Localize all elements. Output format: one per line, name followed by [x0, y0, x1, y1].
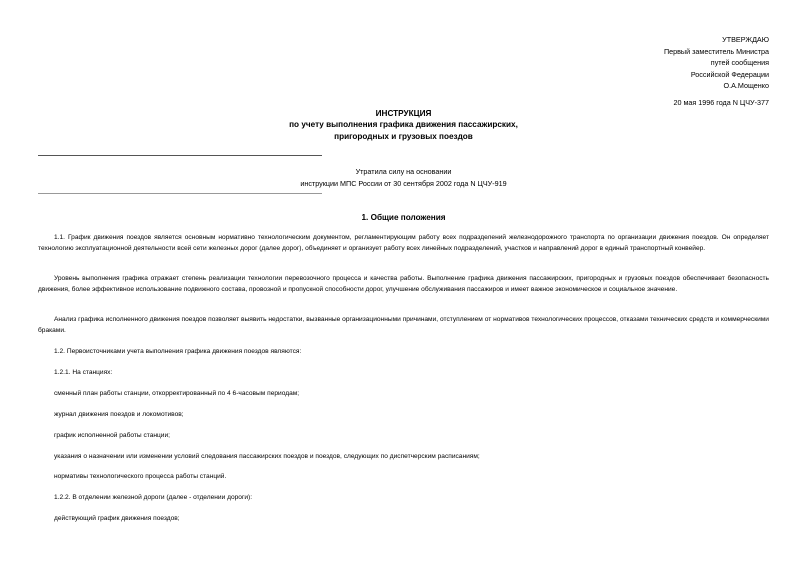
approval-date: 20 мая 1996 года N ЦЧУ-377 [673, 98, 769, 107]
title-line: пригородных и грузовых поездов [334, 131, 473, 141]
document-title [0, 108, 807, 142]
divider [38, 193, 322, 194]
list-line: действующий график движения поездов; [54, 515, 180, 522]
section-heading: 1. Общие положения [361, 213, 446, 222]
approval-block [664, 34, 769, 92]
list-line: сменный план работы станции, откорректированный по 4 6-часовым периодам; [54, 390, 300, 397]
lost-force-line: инструкции МПС России от 30 сентября 2002 года N ЦЧУ-919 [300, 178, 507, 188]
approval-line: Первый заместитель Министра [663, 46, 769, 56]
title-line: ИНСТРУКЦИЯ [375, 109, 432, 118]
list-line: 1.2. Первоисточниками учета выполнения графика движения поездов являются: [54, 348, 302, 355]
approval-line: путей сообщения [710, 58, 769, 68]
approval-line: УТВЕРЖДАЮ [722, 35, 769, 44]
list-line: журнал движения поездов и локомотивов; [54, 411, 184, 418]
title-line: по учету выполнения графика движения пассажирских, [289, 120, 518, 130]
paragraph: 1.1. График движения поездов является основным нормативно технологическим документом, регламентирующим работу всех подразделений железнодорожного транспорта по организации движения поездов. Он определяет технологию эксплуатационной деятельности всей сети железных дорог (далее дорог), объединяет и организует работу всех линейных подразделений, участков и направлений дорог в единый транспортный конвейер. [38, 234, 769, 252]
list-line: нормативы технологического процесса работы станций. [54, 473, 227, 480]
lost-force-line: Утратила силу на основании [355, 167, 452, 176]
list-line: указания о назначении или изменении условий следования пассажирских поездов и поездов, следующих по диспетчерским расписаниям; [54, 453, 480, 460]
list-line: график исполненной работы станции; [54, 432, 171, 439]
approval-line: Российской Федерации [690, 69, 769, 79]
list-line: 1.2.1. На станциях: [54, 369, 113, 376]
paragraph: Уровень выполнения графика отражает степень реализации технологии перевозочного процесса и качества работы. Выполнение графика движения пассажирских, пригородных и грузовых поездов обеспечивает безопасность движения, более эффективное использование подвижного состава, провозной и пропускной способности дорог, улучшение обслуживания пассажиров и имеет важное экономическое и социальное значение. [38, 275, 769, 293]
approval-signatory: О.А.Мощенко [723, 81, 769, 91]
list-line: 1.2.2. В отделении железной дороги (далее - отделении дороги): [54, 494, 253, 501]
divider [38, 155, 322, 156]
paragraph: Анализ графика исполненного движения поездов позволяет выявить недостатки, вызванные организационными причинами, отступлением от нормативов технологических процессов, отказами технических средств и коммерческими браками. [38, 316, 769, 334]
lost-force-note [0, 166, 807, 189]
